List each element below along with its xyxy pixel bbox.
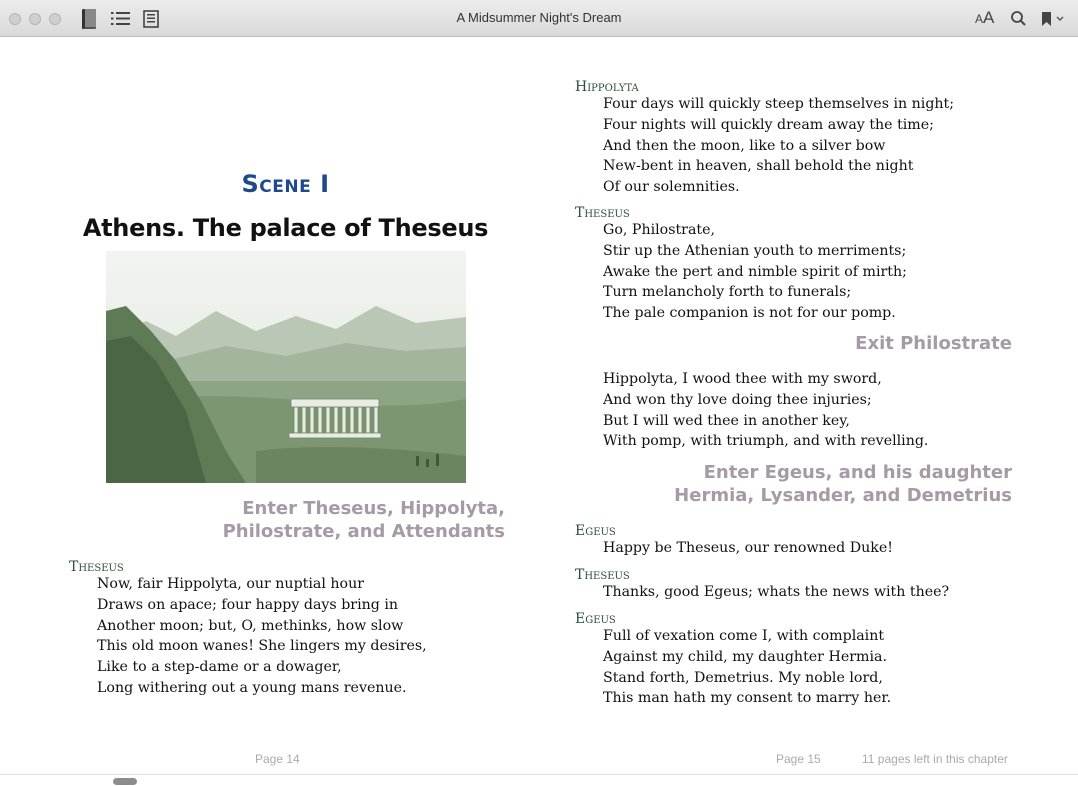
speech-lines (603, 94, 954, 198)
stage-direction-line: Hermia, Lysander, and Demetrius (674, 485, 1012, 506)
verse-line: Like to a step-dame or a dowager, (97, 659, 342, 676)
search-icon[interactable] (1010, 10, 1027, 27)
verse-line: Four nights will quickly dream away the time; (603, 116, 934, 133)
speech-lines (97, 574, 427, 699)
speech-lines (603, 220, 907, 324)
notes-icon[interactable] (143, 10, 159, 28)
scene-title: Scene I (241, 170, 330, 198)
verse-line: Four days will quickly steep themselves in night; (603, 96, 955, 112)
verse-line: Full of vexation come I, with complaint (603, 628, 885, 644)
verse-line: This old moon wanes! She lingers my desires, (97, 638, 427, 655)
verse-line: Hippolyta, I wood thee with my sword, (603, 371, 882, 387)
speaker-label: Egeus (575, 523, 616, 539)
speaker-label: Theseus (575, 567, 630, 583)
speaker-label: Theseus (69, 559, 124, 575)
page-scrollbar[interactable] (0, 774, 1078, 786)
verse-line: Now, fair Hippolyta, our nuptial hour (97, 576, 364, 592)
verse-line: Stand forth, Demetrius. My noble lord, (603, 669, 883, 686)
stage-direction-line: Philostrate, and Attendants (222, 521, 505, 542)
font-size-icon[interactable] (975, 8, 994, 28)
bookmark-icon[interactable] (1040, 11, 1066, 27)
pages-left-label: 11 pages left in this chapter (862, 752, 1008, 766)
verse-line: Against my child, my daughter Hermia. (603, 648, 887, 665)
verse-line: But I will wed thee in another key, (603, 412, 850, 429)
verse-line: Go, Philostrate, (603, 222, 716, 238)
verse-line: Turn melancholy forth to funerals; (603, 284, 852, 301)
book-icon[interactable] (79, 7, 99, 31)
enter-stage-direction (223, 497, 505, 543)
verse-line: And then the moon, like to a silver bow (603, 137, 886, 154)
list-icon[interactable] (110, 10, 131, 27)
font-big-glyph: A (983, 8, 995, 27)
page-number-left: Page 14 (255, 752, 300, 766)
verse-line: The pale companion is not for our pomp. (603, 305, 896, 322)
title-bar (0, 0, 1078, 37)
verse-line: New-bent in heaven, shall behold the night (603, 158, 914, 175)
speech-lines (603, 626, 891, 709)
speaker-label: Hippolyta (575, 79, 639, 95)
enter-stage-direction (674, 461, 1012, 507)
verse-line: Happy be Theseus, our renowned Duke! (603, 540, 893, 556)
stage-direction-line: Enter Egeus, and his daughter (703, 462, 1012, 483)
athens-illustration (106, 251, 466, 483)
verse-line: Awake the pert and nimble spirit of mirth; (603, 263, 907, 280)
verse-line: This man hath my consent to marry her. (603, 690, 892, 707)
minimize-window-button[interactable] (29, 13, 41, 25)
stage-direction-line: Enter Theseus, Hippolyta, (242, 498, 505, 519)
scroll-thumb[interactable] (113, 778, 137, 785)
speech-lines (603, 538, 893, 559)
place-title: Athens. The palace of Theseus (82, 214, 489, 242)
speech-lines (603, 582, 949, 603)
verse-line: Long withering out a young mans revenue. (97, 679, 407, 696)
verse-line: With pomp, with triumph, and with revelling. (603, 433, 929, 450)
verse-line: Another moon; but, O, methinks, how slow (97, 617, 404, 634)
verse-line: And won thy love doing thee injuries; (603, 391, 872, 408)
page-number-right: Page 15 (776, 752, 821, 766)
verse-line: Stir up the Athenian youth to merriments; (603, 242, 907, 259)
right-page (539, 38, 1078, 774)
speaker-label: Egeus (575, 611, 616, 627)
close-window-button[interactable] (9, 13, 21, 25)
zoom-window-button[interactable] (49, 13, 61, 25)
exit-stage-direction: Exit Philostrate (855, 333, 1012, 354)
window-title: A Midsummer Night's Dream (456, 10, 622, 25)
verse-line: Draws on apace; four happy days bring in (97, 596, 399, 613)
font-small-glyph: A (975, 12, 984, 26)
speaker-label: Theseus (575, 205, 630, 221)
verse-line: Of our solemnities. (603, 179, 740, 196)
speech-lines (603, 369, 928, 452)
left-page (0, 38, 539, 774)
verse-line: Thanks, good Egeus; whats the news with thee? (603, 584, 950, 600)
